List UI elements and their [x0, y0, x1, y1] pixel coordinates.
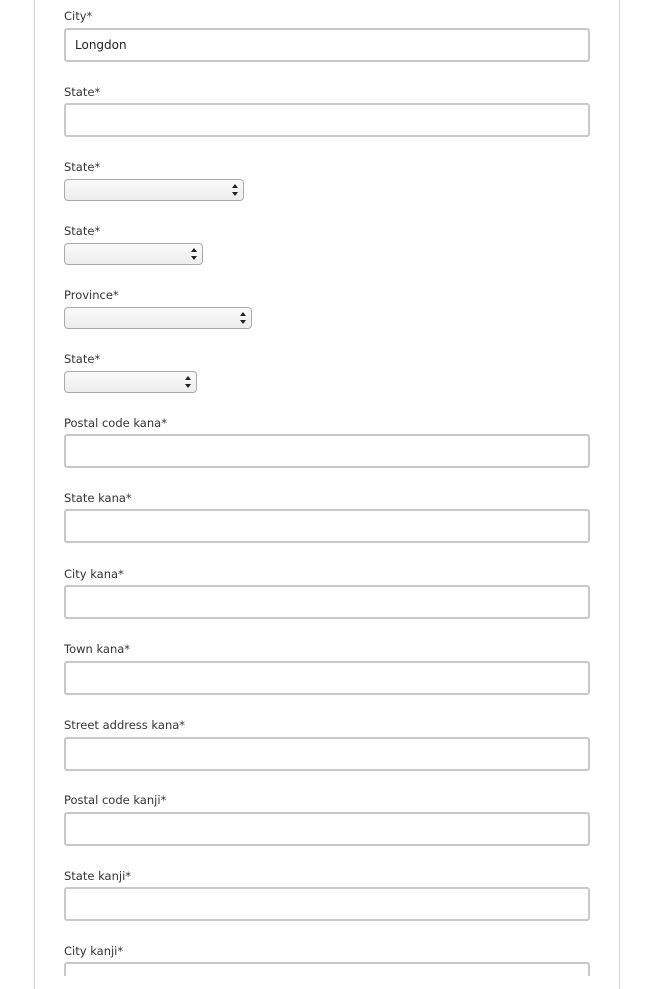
province-select[interactable] — [64, 307, 252, 329]
city-kanji-label: City kanji* — [64, 944, 124, 958]
state-select-label-1: State* — [64, 160, 101, 174]
city-input[interactable] — [64, 28, 590, 62]
updown-arrows-icon — [191, 247, 197, 261]
state-input[interactable] — [64, 103, 590, 137]
state-kanji-label: State kanji* — [64, 869, 132, 883]
updown-arrows-icon — [232, 183, 238, 197]
street-address-kana-input[interactable] — [64, 737, 590, 771]
state-select-label-3: State* — [64, 352, 101, 366]
state-label: State* — [64, 85, 101, 99]
state-select-3[interactable] — [64, 371, 197, 393]
city-label: City* — [64, 9, 93, 23]
town-kana-input[interactable] — [64, 661, 590, 695]
postal-code-kana-label: Postal code kana* — [64, 416, 167, 430]
province-select-label: Province* — [64, 288, 119, 302]
city-kana-input[interactable] — [64, 585, 590, 619]
state-select-label-2: State* — [64, 224, 101, 238]
postal-code-kanji-input[interactable] — [64, 812, 590, 846]
postal-code-kana-input[interactable] — [64, 434, 590, 468]
state-select-2[interactable] — [64, 243, 203, 265]
updown-arrows-icon — [240, 311, 246, 325]
state-kana-label: State kana* — [64, 491, 132, 505]
postal-code-kanji-label: Postal code kanji* — [64, 793, 167, 807]
state-kanji-input[interactable] — [64, 887, 590, 921]
street-address-kana-label: Street address kana* — [64, 718, 186, 732]
updown-arrows-icon — [185, 375, 191, 389]
city-kana-label: City kana* — [64, 567, 124, 581]
state-select-1[interactable] — [64, 179, 244, 201]
city-kanji-input[interactable] — [64, 962, 590, 976]
town-kana-label: Town kana* — [64, 642, 131, 656]
state-kana-input[interactable] — [64, 509, 590, 543]
